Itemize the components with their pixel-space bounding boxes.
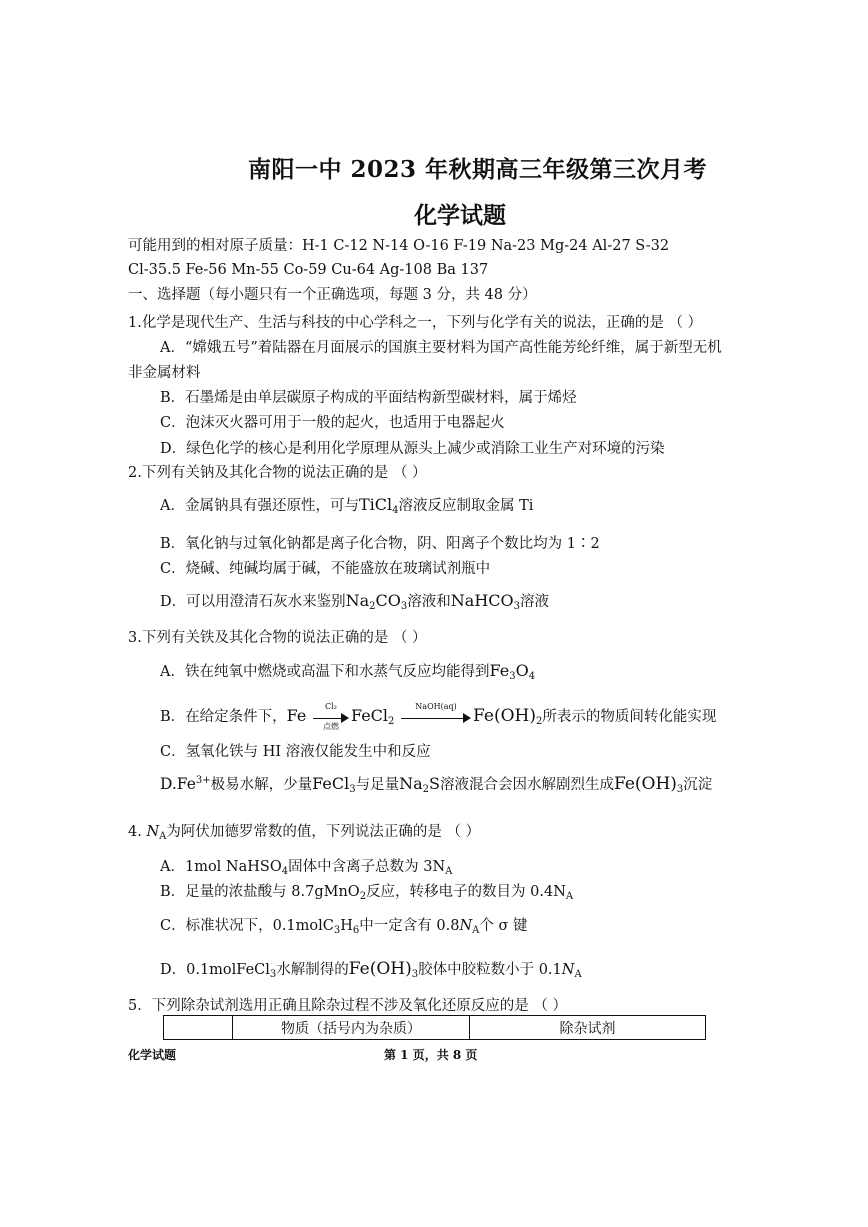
section-heading: 一、选择题（每小题只有一个正确选项，每题 3 分，共 48 分）	[128, 287, 537, 303]
question-4-option-d: D．0.1molFeCl$_3$水解制得的$Fe(OH)_3$胶体中胶粒数小于 $0.1N_A$	[160, 959, 582, 980]
question-4-option-a: A．1mol NaHSO$_4$固体中含离子总数为 $3N_A$	[160, 859, 453, 877]
question-4-option-b: B．足量的浓盐酸与 8.7gMnO$_2$反应，转移电子的数目为 $0.4N_A$	[160, 884, 574, 902]
question-2-option-d: D．可以用澄清石灰水来鉴别$Na_2CO_3$溶液和NaHCO$_3$溶液	[160, 591, 550, 612]
question-1-stem: 1.化学是现代生产、生活与科技的中心学科之一，下列与化学有关的说法，正确的是 （ ）	[128, 315, 703, 331]
question-1-option-d: D．绿色化学的核心是利用化学原理从源头上减少或消除工业生产对环境的污染	[160, 441, 665, 457]
subject-title: 化学试题	[414, 202, 506, 229]
table-header-cell: 除杂试剂	[470, 1016, 706, 1040]
question-3-stem: 3.下列有关铁及其化合物的说法正确的是 （ ）	[128, 630, 427, 646]
footer-page-number: 第 1 页，共 8 页	[384, 1048, 478, 1062]
question-3-option-b: B．在给定条件下，Fe Cl₂ 点燃 FeCl$_2$ NaOH(aq) $Fe(OH)_2$所表示的物质间转化能实现	[160, 702, 717, 731]
atomic-masses-line-2: Cl-35.5 Fe-56 Mn-55 Co-59 Cu-64 Ag-108 Ba 137	[128, 262, 489, 278]
question-4-option-c: C．标准状况下，$0.1molC_3H_6$中一定含有 $0.8N_A$个 σ 键	[160, 918, 528, 936]
question-5-stem: 5．下列除杂试剂选用正确且除杂过程不涉及氧化还原反应的是 （ ）	[128, 998, 567, 1014]
question-3-option-a: A．铁在纯氧中燃烧或高温下和水蒸气反应均能得到$Fe_3O_4$	[160, 661, 536, 682]
reaction-arrow-1: Cl₂ 点燃	[313, 710, 349, 724]
table-header-row	[164, 1016, 706, 1040]
footer-subject: 化学试题	[128, 1048, 177, 1062]
question-2-stem: 2.下列有关钠及其化合物的说法正确的是 （ ）	[128, 465, 427, 481]
question-2-option-b: B．氧化钠与过氧化钠都是离子化合物，阴、阳离子个数比均为 1∶2	[160, 536, 600, 552]
question-1-option-a: A．“嫦娥五号”着陆器在月面展示的国旗主要材料为国产高性能芳纶纤维，属于新型无机	[160, 340, 722, 356]
exam-title: 南阳一中 2023 年秋期高三年级第三次月考	[248, 156, 708, 183]
atomic-masses-line-1: 可能用到的相对原子质量：H-1 C-12 N-14 O-16 F-19 Na-23 Mg-24 Al-27 S-32	[128, 238, 670, 254]
question-1-option-b: B．石墨烯是由单层碳原子构成的平面结构新型碳材料，属于烯烃	[160, 390, 577, 406]
impurity-removal-table	[163, 1015, 706, 1040]
question-1-option-a-cont: 非金属材料	[128, 365, 201, 381]
question-1-option-c: C．泡沫灭火器可用于一般的起火，也适用于电器起火	[160, 415, 505, 431]
reaction-arrow-2: NaOH(aq)	[401, 710, 471, 724]
question-3-option-d: $D.Fe^{3+}$极易水解，少量FeCl$_3$与足量$Na_2S$溶液混合会因水解剧烈生成$Fe(OH)_3$沉淀	[160, 774, 713, 795]
question-3-option-c: C．氢氧化铁与 HI 溶液仅能发生中和反应	[160, 744, 431, 760]
question-2-option-c: C．烧碱、纯碱均属于碱，不能盛放在玻璃试剂瓶中	[160, 561, 491, 577]
question-4-stem: 4. $N_A$为阿伏加德罗常数的值，下列说法正确的是 （ ）	[128, 824, 481, 842]
table-header-cell: 物质（括号内为杂质）	[233, 1016, 470, 1040]
table-header-cell	[164, 1016, 233, 1040]
question-2-option-a: A．金属钠具有强还原性，可与TiCl$_4$溶液反应制取金属 Ti	[160, 495, 534, 516]
